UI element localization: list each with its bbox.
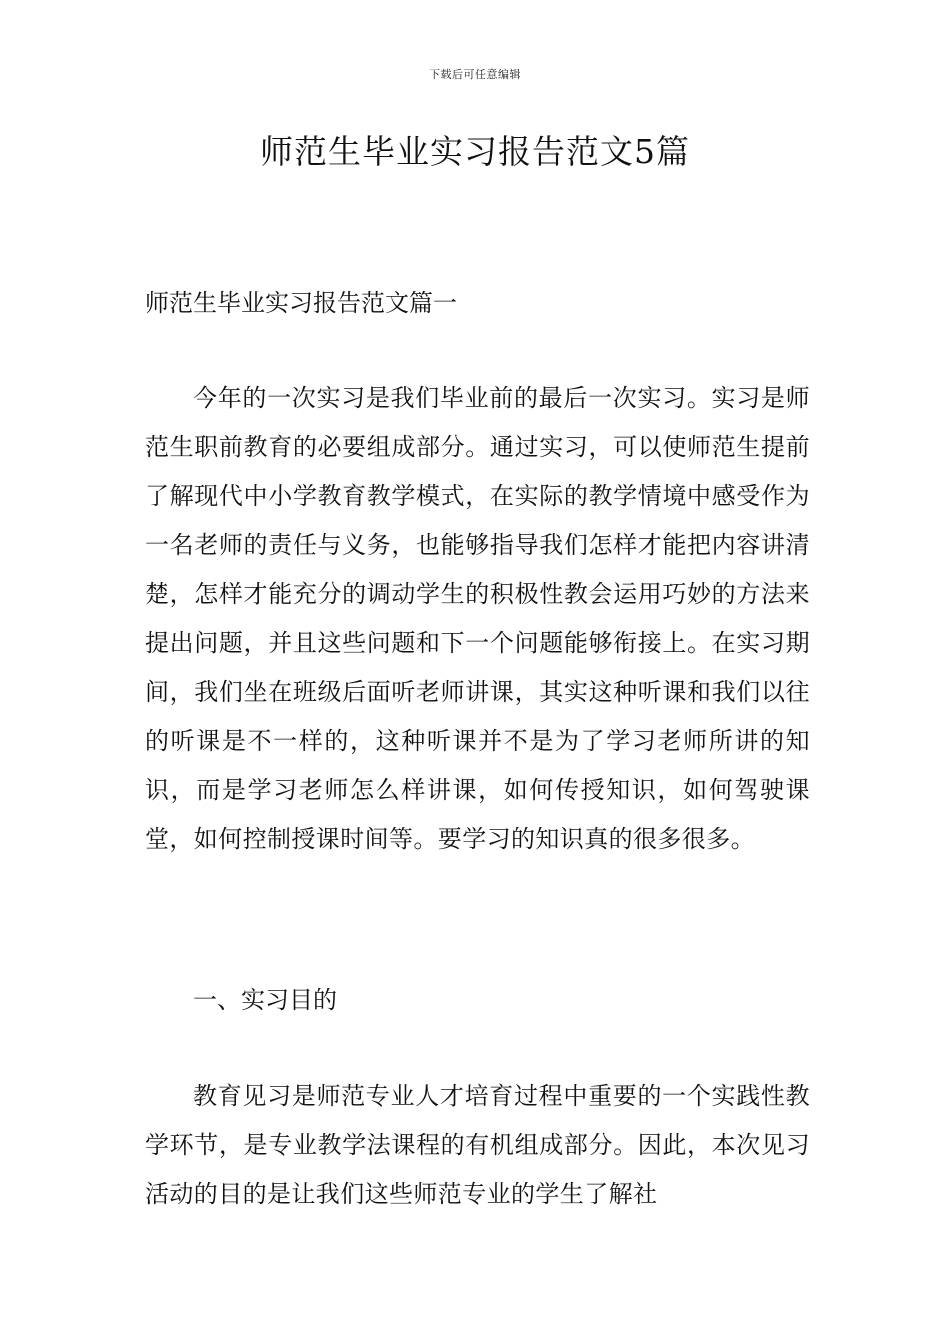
body-paragraph: 教育见习是师范专业人才培育过程中重要的一个实践性教学环节，是专业教学法课程的有机组成部分。因此，本次见习活动的目的是让我们这些师范专业的学生了解社 — [145, 1082, 810, 1208]
header-note: 下载后可任意编辑 — [429, 68, 521, 81]
body-paragraph: 今年的一次实习是我们毕业前的最后一次实习。实习是师范生职前教育的必要组成部分。通过实习，可以使师范生提前了解现代中小学教育教学模式，在实际的教学情境中感受作为一名老师的责任与义务，也能够指导我们怎样才能把内容讲清楚，怎样才能充分的调动学生的积极性教会运用巧妙的方法来提出问题，并且这些问题和下一个问题能够衔接上。在实习期间，我们坐在班级后面听老师讲课，其实这种听课和我们以往的听课是不一样的，这种听课并不是为了学习老师所讲的知识，而是学习老师怎么样讲课，如何传授知识，如何驾驶课堂，如何控制授课时间等。要学习的知识真的很多很多。 — [145, 384, 810, 853]
document-title: 师范生毕业实习报告范文5篇 — [260, 132, 690, 171]
sub-heading: 一、实习目的 — [193, 986, 337, 1014]
section-heading: 师范生毕业实习报告范文篇一 — [145, 289, 457, 317]
